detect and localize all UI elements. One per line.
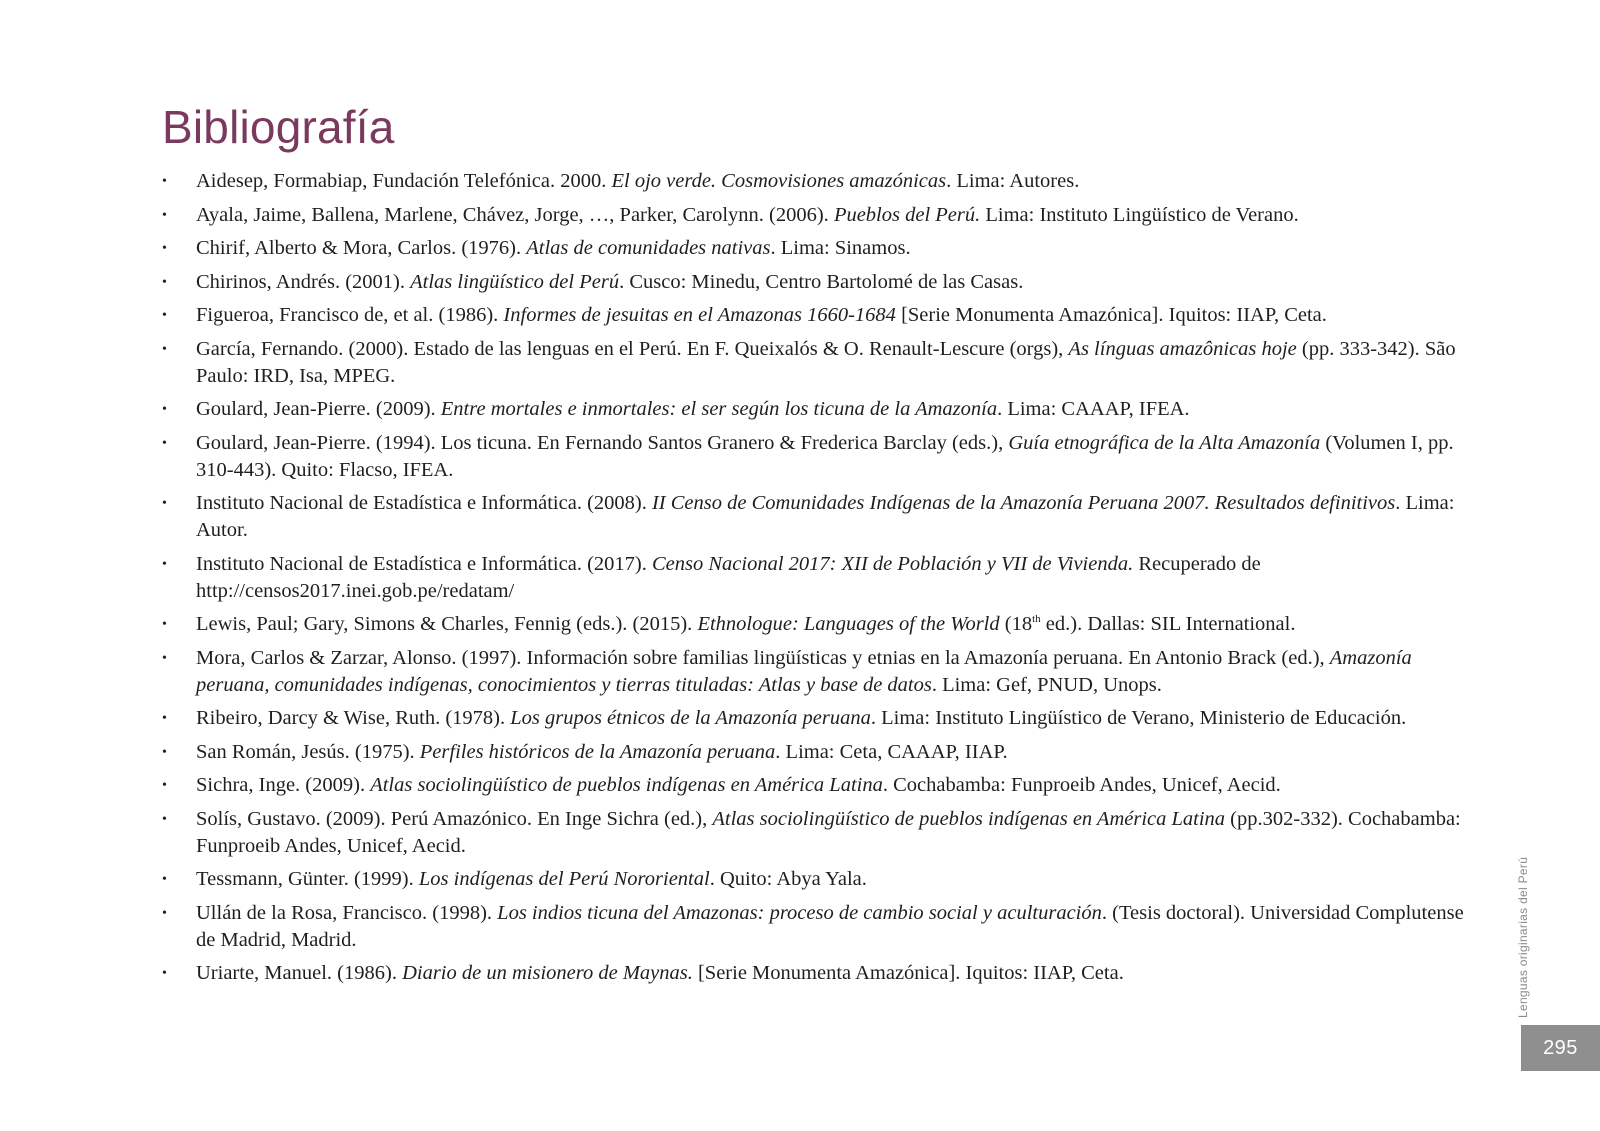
entry-title-italic: Ethnologue: Languages of the World [697,613,1000,635]
bullet-icon: • [162,241,167,256]
bullet-icon: • [162,811,167,827]
bibliography-entry [162,645,1482,699]
entry-title-italic: Perfiles históricos de la Amazonía peruana [419,740,776,763]
bibliography-list [162,168,1482,994]
bibliography-entry [162,396,1482,423]
entry-title-italic: Los indios ticuna del Amazonas: proceso de cambio social y aculturación [497,901,1102,924]
entry-text: (18 [999,613,1033,635]
bibliography-entry [162,772,1482,799]
bullet-icon: • [162,650,167,666]
entry-text: Ribeiro, Darcy & Wise, Ruth. (1978). [196,707,511,729]
bullet-icon: • [162,402,167,417]
entry-title-italic: Censo Nacional 2017: XII de Población y VII de Vivienda. [651,552,1134,575]
bullet-icon: • [162,496,167,511]
bullet-icon: • [162,207,167,223]
entry-title-italic: Los indígenas del Perú Nororiental [418,868,710,890]
entry-text: Goulard, Jean-Pierre. (2009). [196,398,441,420]
entry-text: Ullán de la Rosa, Francisco. (1998). [196,901,498,924]
entry-text: Instituto Nacional de Estadística e Informática. (2008). [196,492,652,514]
entry-text: Chirinos, Andrés. (2001). [196,270,411,293]
bullet-icon: • [162,274,167,290]
entry-text: (Volumen I, pp. 310-443). Quito: Flacso, IFEA. [196,431,1454,481]
entry-text: Uriarte, Manuel. (1986). [196,962,403,984]
bibliography-entry [162,611,1482,638]
entry-text: (pp.302-332). Cochabamba: Funproeib Andes, Unicef, Aecid. [196,807,1461,857]
entry-text: Tessmann, Günter. (1999). [196,868,419,890]
entry-title-italic: El ojo verde. Cosmovisiones amazónicas [611,170,947,192]
entry-text: Instituto Nacional de Estadística e Informática. (2017). [196,552,652,575]
entry-text: Figueroa, Francisco de, et al. (1986). [196,304,504,326]
entry-text: . Lima: Instituto Lingüístico de Verano, Ministerio de Educación. [870,707,1407,729]
entry-text: Lima: Instituto Lingüístico de Verano. [980,203,1299,226]
entry-title-italic: Informes de jesuitas en el Amazonas 1660-1684 [503,304,896,326]
entry-title-italic: Los grupos étnicos de la Amazonía peruana [510,707,871,729]
bibliography-entry [162,739,1482,766]
entry-text: [Serie Monumenta Amazónica]. Iquitos: IIAP, Ceta. [895,304,1327,326]
page-number-box [1521,1025,1600,1071]
bullet-icon: • [162,174,167,189]
entry-text: Aidesep, Formabiap, Fundación Telefónica. 2000. [196,170,612,192]
bibliography-entry [162,168,1482,195]
entry-text: . Lima: Autores. [946,170,1080,192]
entry-text: . Lima: Ceta, CAAAP, IIAP. [775,740,1008,763]
entry-title-italic: Atlas sociolingüístico de pueblos indígenas en América Latina [712,807,1226,830]
entry-text: Chirif, Alberto & Mora, Carlos. (1976). [196,237,527,259]
bibliography-entry [162,336,1482,390]
entry-title-italic: Atlas lingüístico del Perú [410,270,620,293]
entry-text: Lewis, Paul; Gary, Simons & Charles, Fennig (eds.). (2015). [196,613,698,635]
bibliography-entry [162,430,1482,484]
running-section-label: Lenguas originarias del Perú [1516,856,1530,1018]
entry-text: . Lima: CAAAP, IFEA. [997,398,1190,420]
entry-text: García, Fernando. (2000). Estado de las lenguas en el Perú. En F. Queixalós & O. Renault-Lescure (orgs), [196,337,1069,360]
bullet-icon: • [162,617,167,632]
entry-text: San Román, Jesús. (1975). [196,740,420,763]
entry-text: . Lima: Gef, PNUD, Unops. [931,673,1162,696]
entry-text: (pp. 333-342). São Paulo: IRD, Isa, MPEG. [196,337,1456,387]
entry-text: . Quito: Abya Yala. [709,868,867,890]
entry-text: [Serie Monumenta Amazónica]. Iquitos: IIAP, Ceta. [692,962,1124,984]
bibliography-entry [162,900,1482,954]
bullet-icon: • [162,556,167,572]
bibliography-entry [162,960,1482,987]
bibliography-entry [162,202,1482,229]
bullet-icon: • [162,435,167,451]
entry-text: Sichra, Inge. (2009). [196,774,371,796]
bullet-icon: • [162,341,167,357]
entry-title-italic: Atlas sociolingüístico de pueblos indígenas en América Latina [370,774,883,796]
entry-text: . Cusco: Minedu, Centro Bartolomé de las Casas. [619,270,1024,293]
page-number: 295 [1543,1036,1578,1059]
page-title: Bibliografía [162,101,395,153]
bullet-icon: • [162,711,167,726]
bibliography-entry [162,302,1482,329]
bullet-icon: • [162,966,167,981]
entry-text: . Lima: Autor. [196,492,1455,541]
entry-text: . (Tesis doctoral). Universidad Complutense de Madrid, Madrid. [196,901,1464,951]
entry-text: ed.). Dallas: SIL International. [1040,613,1296,635]
entry-text: . Cochabamba: Funproeib Andes, Unicef, Aecid. [882,774,1281,796]
entry-title-italic: II Censo de Comunidades Indígenas de la Amazonía Peruana 2007. Resultados definitivos [651,492,1396,514]
entry-text: Solís, Gustavo. (2009). Perú Amazónico. En Inge Sichra (ed.), [196,807,713,830]
bibliography-entry [162,705,1482,732]
entry-title-italic: As línguas amazônicas hoje [1068,337,1297,360]
entry-text: . Lima: Sinamos. [770,237,911,259]
entry-text: Mora, Carlos & Zarzar, Alonso. (1997). Información sobre familias lingüísticas y etnias en la Amazonía peruana. En Antonio Brack (ed.), [196,646,1330,669]
entry-title-italic: Atlas de comunidades nativas [526,237,771,259]
bullet-icon: • [162,778,167,793]
bullet-icon: • [162,905,167,921]
bibliography-entry [162,490,1482,544]
entry-text: Goulard, Jean-Pierre. (1994). Los ticuna. En Fernando Santos Granero & Frederica Barclay (eds.), [196,431,1009,454]
entry-title-italic: Guía etnográfica de la Alta Amazonía [1008,431,1321,454]
bibliography-entry [162,551,1482,605]
bibliography-entry [162,269,1482,296]
bibliography-entry [162,866,1482,893]
entry-text: Ayala, Jaime, Ballena, Marlene, Chávez, Jorge, …, Parker, Carolynn. (2006). [196,203,834,226]
bullet-icon: • [162,744,167,760]
entry-superscript: th [1032,613,1041,626]
bibliography-entry [162,235,1482,262]
entry-title-italic: Amazonía peruana, comunidades indígenas, conocimientos y tierras tituladas: Atlas y base de datos [196,646,1412,696]
entry-title-italic: Pueblos del Perú. [833,203,981,226]
entry-text: Recuperado de http://censos2017.inei.gob.pe/redatam/ [196,552,1261,602]
entry-title-italic: Diario de un misionero de Maynas. [402,962,693,984]
bibliography-entry [162,806,1482,860]
bullet-icon: • [162,308,167,323]
bullet-icon: • [162,872,167,887]
entry-title-italic: Entre mortales e inmortales: el ser según los ticuna de la Amazonía [440,398,998,420]
